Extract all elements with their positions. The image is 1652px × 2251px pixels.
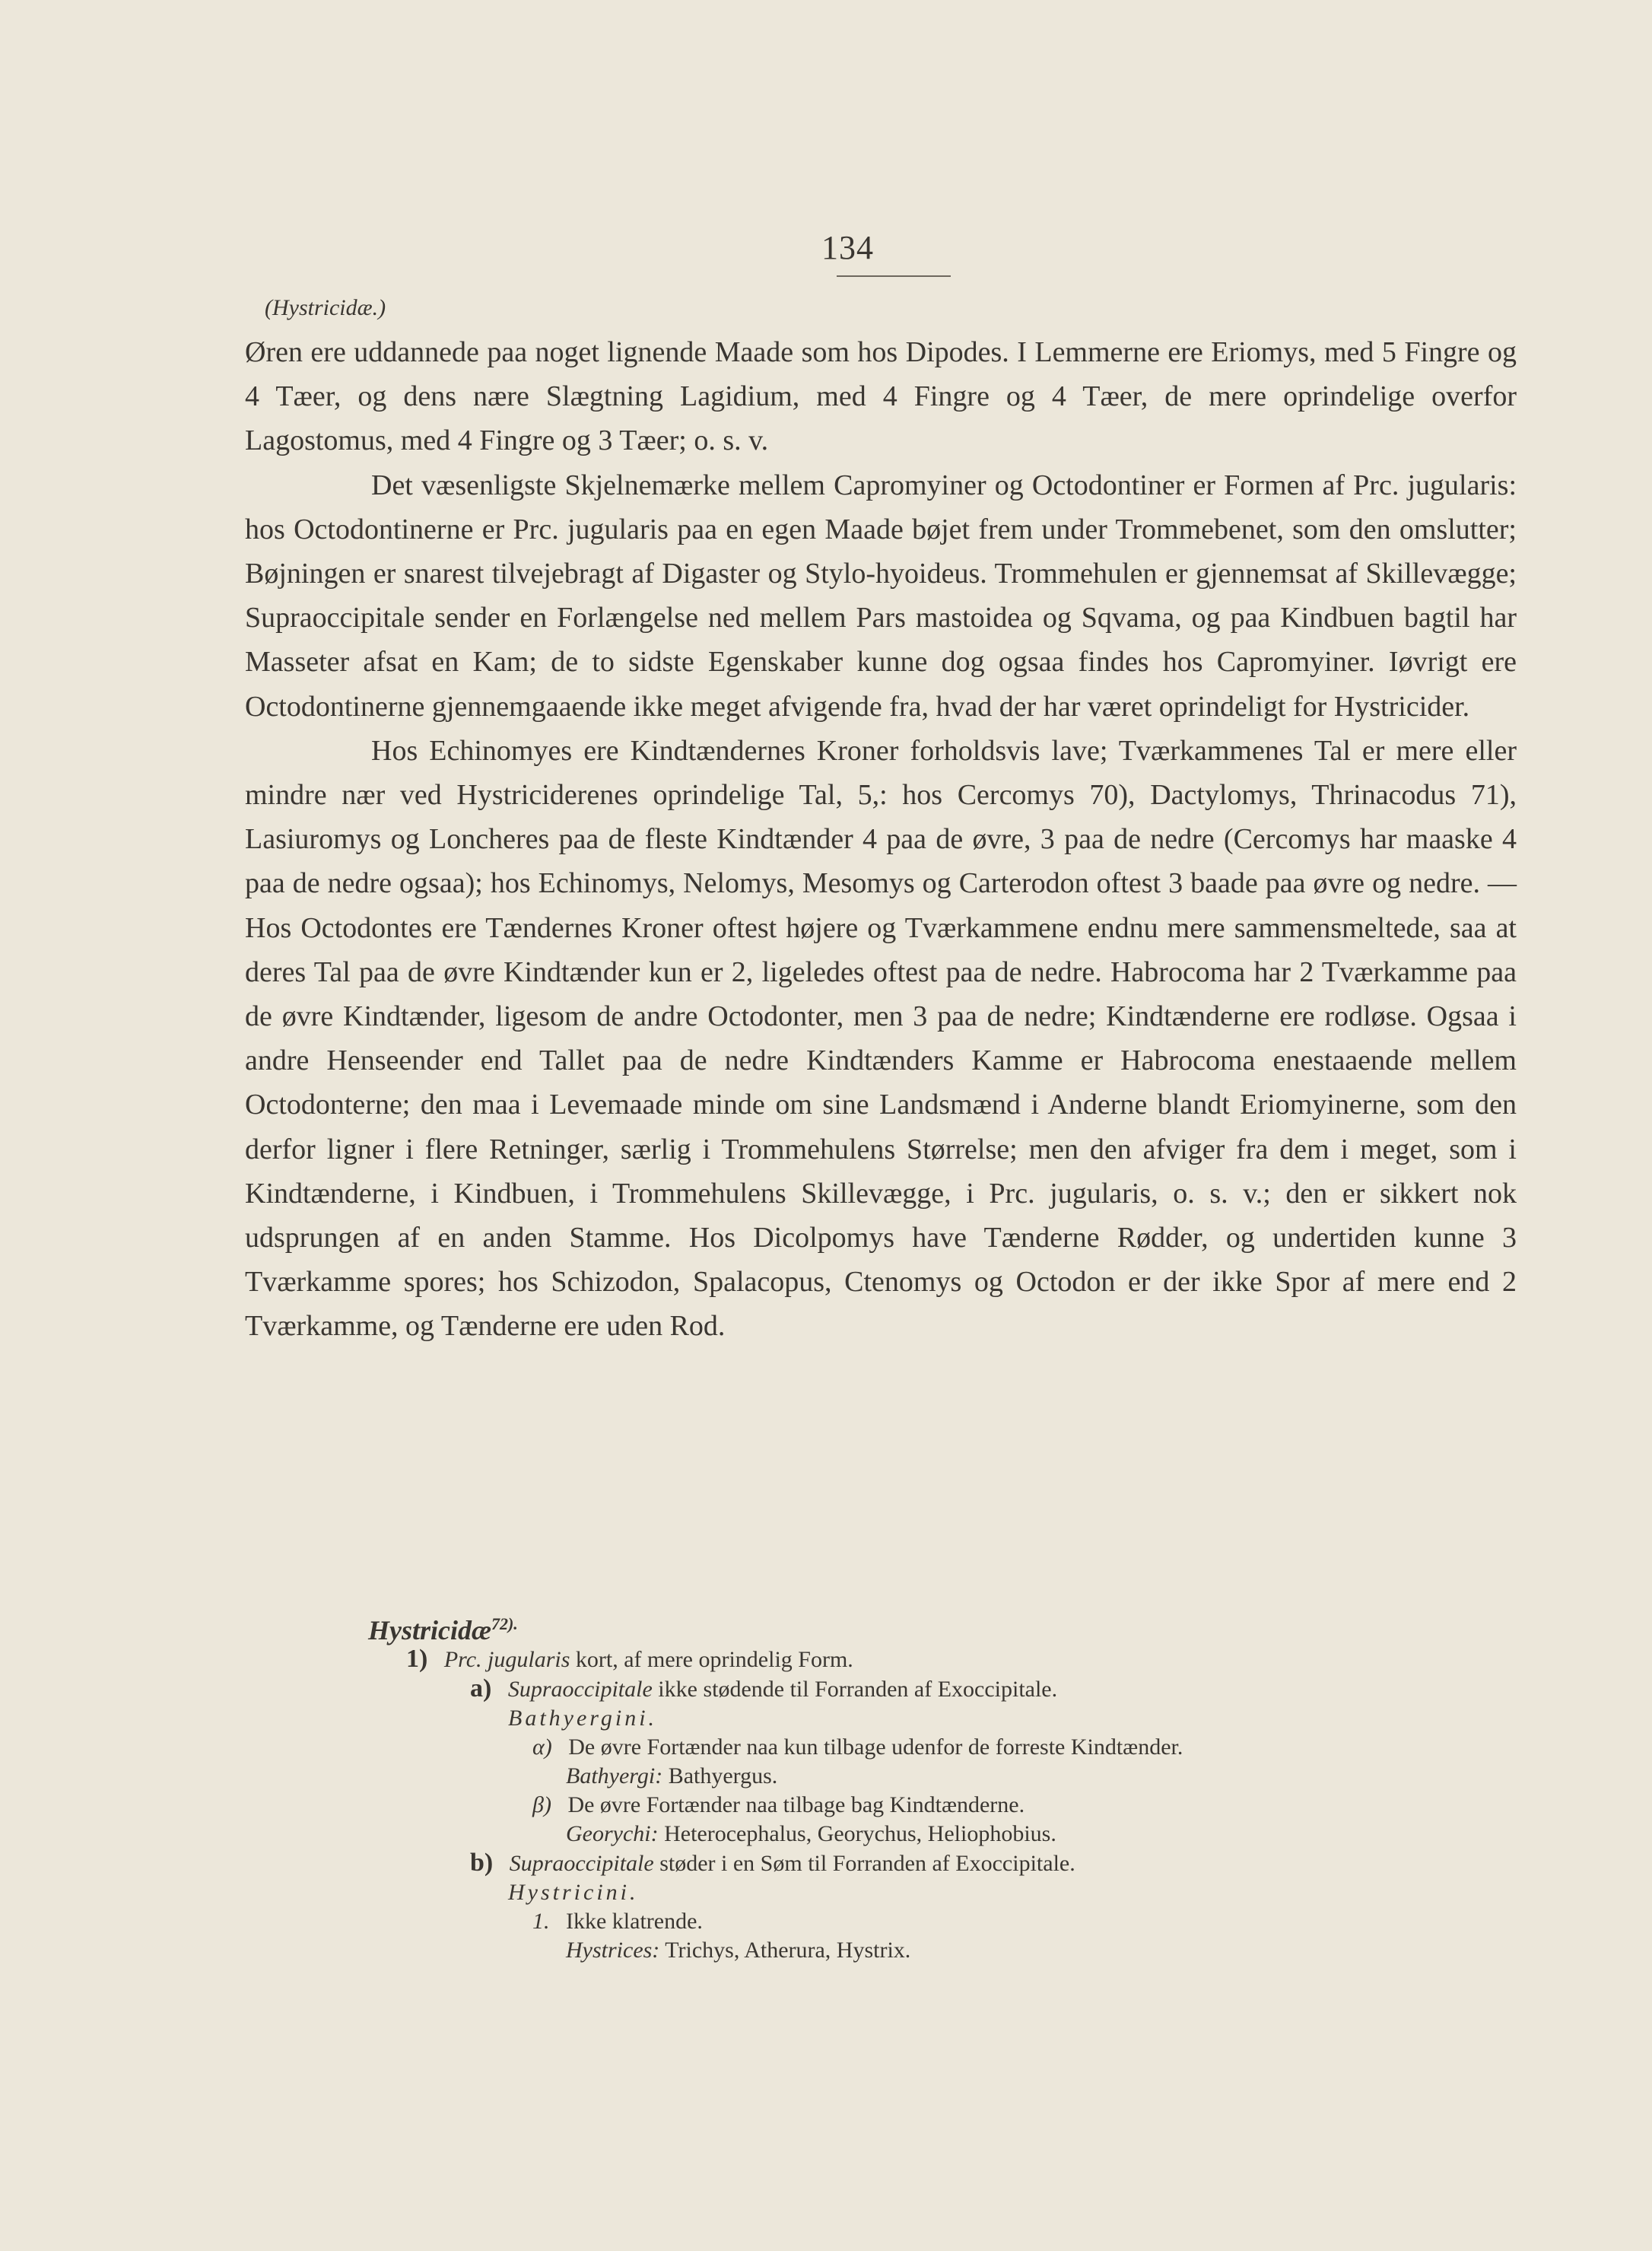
- paragraph: Øren ere uddannede paa noget lignende Maade som hos Dipodes. I Lemmerne ere Eriomys, med 5 Fingre og 4 Tæer, og dens nære Slægtning Lagidium, med 4 Fingre og 4 Tæer, de mere oprindelige overfor Lagostomus, med 4 Fingre og 3 Tæer; o. s. v.: [245, 336, 1517, 457]
- schema-title: Hystricidæ: [368, 1615, 491, 1645]
- schema-text: ikke stødende til Forranden af Exoccipitale.: [658, 1677, 1058, 1702]
- schema-row: [245, 1733, 1517, 1762]
- schema-group-label: Bathyergini.: [508, 1706, 658, 1731]
- schema-footnote-ref: 72).: [491, 1614, 518, 1633]
- schema-label: Prc. jugularis: [443, 1647, 570, 1672]
- schema-marker: b): [470, 1849, 494, 1877]
- schema-marker: 1.: [532, 1909, 550, 1934]
- schema-text: Trichys, Atherura, Hystrix.: [665, 1938, 911, 1963]
- classification-schema: [245, 1610, 1517, 1965]
- schema-row: [245, 1820, 1517, 1849]
- schema-row: [245, 1674, 1517, 1704]
- schema-label: Bathyergi:: [566, 1763, 663, 1788]
- schema-row: [245, 1849, 1517, 1878]
- schema-text: kort, af mere oprindelig Form.: [575, 1647, 853, 1672]
- schema-group-label: Hystricini.: [508, 1880, 639, 1905]
- schema-label: Supraoccipitale: [509, 1851, 654, 1876]
- schema-label: Supraoccipitale: [507, 1677, 653, 1702]
- schema-row: [245, 1791, 1517, 1820]
- schema-text: støder i en Søm til Forranden af Exoccipitale.: [659, 1851, 1075, 1876]
- paragraph: Det væsenligste Skjelnemærke mellem Capromyiner og Octodontiner er Formen af Prc. jugularis: hos Octodontinerne er Prc. jugularis paa en egen Maade bøjet frem under Trommebenet, som den omslutter; Bøjningen er snarest tilvejebragt af Digaster og Stylo-hyoideus. Trommehulen er gjennemsat af Skillevægge; Supraoccipitale sender en Forlængelse ned mellem Pars mastoidea og Sqvama, og paa Kindbuen bagtil har Masseter afsat en Kam; de to sidste Egenskaber kunne dog ogsaa findes hos Capromyiner. Iøvrigt ere Octodontinerne gjennemgaaende ikke meget afvigende fra, hvad der har været oprindeligt for Hystricider.: [245, 469, 1517, 723]
- page-number-rule: [837, 275, 951, 277]
- schema-title-row: [245, 1610, 1517, 1645]
- schema-row: [245, 1762, 1517, 1791]
- paragraph: Hos Echinomyes ere Kindtændernes Kroner forholdsvis lave; Tværkammenes Tal er mere eller mindre nær ved Hystriciderenes oprindelige Tal, 5,: hos Cercomys 70), Dactylomys, Thrinacodus 71), Lasiuromys og Loncheres paa de fleste Kindtænder 4 paa de øvre, 3 paa de nedre (Cercomys har maaske 4 paa de nedre ogsaa); hos Echinomys, Nelomys, Mesomys og Carterodon oftest 3 baade paa øvre og nedre. — Hos Octodontes ere Tændernes Kroner oftest højere og Tværkammene endnu mere sammensmeltede, saa at deres Tal paa de øvre Kindtænder kun er 2, ligeledes oftest paa de nedre. Habrocoma har 2 Tværkamme paa de øvre Kindtænder, ligesom de andre Octodonter, men 3 paa de nedre; Kindtænderne ere rodløse. Ogsaa i andre Henseender end Tallet paa de nedre Kindtænders Kamme er Habrocoma enestaaende mellem Octodonterne; den maa i Levemaade minde om sine Landsmænd i Anderne blandt Eriomyinerne, som den derfor ligner i flere Retninger, særlig i Trommehulens Størrelse; men den afviger fra dem i meget, som i Kindtænderne, i Kindbuen, i Trommehulens Skillevægge, i Prc. jugularis, o. s. v.; den er sikkert nok udsprungen af en anden Stamme. Hos Dicolpomys have Tænderne Rødder, og undertiden kunne 3 Tværkamme spores; hos Schizodon, Spalacopus, Ctenomys og Octodon er der ikke Spor af mere end 2 Tværkamme, og Tænderne ere uden Rod.: [245, 734, 1517, 1343]
- running-head: (Hystricidæ.): [265, 295, 386, 320]
- schema-marker: a): [470, 1674, 492, 1703]
- schema-marker: β): [532, 1792, 551, 1817]
- schema-row: [245, 1704, 1517, 1733]
- schema-label: Georychi:: [566, 1821, 659, 1846]
- schema-text: Ikke klatrende.: [566, 1909, 703, 1934]
- schema-text: De øvre Fortænder naa kun tilbage udenfor de forreste Kindtænder.: [568, 1734, 1183, 1760]
- schema-row: [245, 1936, 1517, 1965]
- schema-row: [245, 1907, 1517, 1936]
- schema-label: Hystrices:: [566, 1938, 660, 1963]
- schema-text: De øvre Fortænder naa tilbage bag Kindtænderne.: [567, 1792, 1025, 1817]
- schema-text: Heterocephalus, Georychus, Heliophobius.: [664, 1821, 1056, 1846]
- body-text: [245, 330, 1517, 1349]
- page-number: 134: [821, 229, 874, 266]
- schema-marker: α): [532, 1734, 552, 1760]
- schema-row: [245, 1645, 1517, 1674]
- schema-row: [245, 1878, 1517, 1907]
- schema-text: Bathyergus.: [668, 1763, 778, 1788]
- schema-marker: 1): [406, 1645, 428, 1673]
